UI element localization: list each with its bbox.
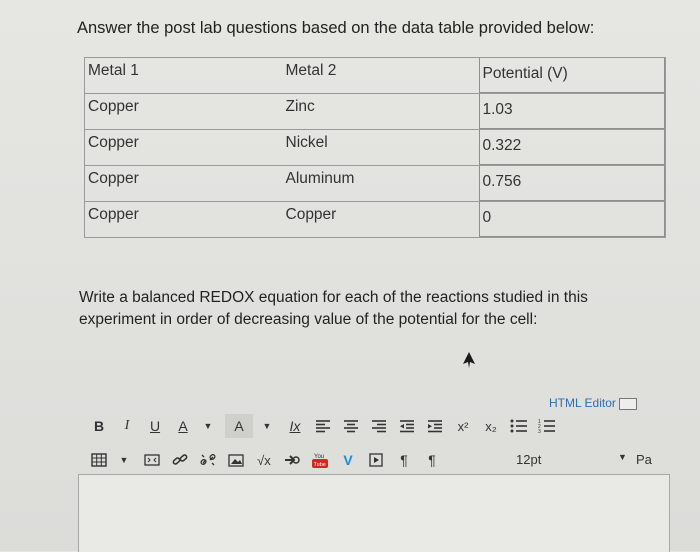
question-text: Write a balanced REDOX equation for each of the reactions studied in this experiment in order of decreasing value of the potential for the cell: xyxy=(79,289,588,328)
mouse-cursor-icon xyxy=(462,352,476,368)
editor-toolbar-row-1 xyxy=(88,414,564,438)
cell-metal1: Copper xyxy=(88,98,139,115)
background-color-dropdown-icon[interactable]: ▼ xyxy=(262,421,272,431)
superscript-button[interactable]: x² xyxy=(457,418,469,434)
svg-text:Tube: Tube xyxy=(313,462,326,468)
media-icon[interactable] xyxy=(365,448,387,472)
insert-content-icon[interactable] xyxy=(281,448,303,472)
editor-toolbar-row-2 xyxy=(88,448,449,472)
instructions-heading: Answer the post lab questions based on the data table provided below: xyxy=(77,19,595,37)
paragraph-ltr-icon[interactable]: ¶ xyxy=(400,452,408,468)
html-editor-link[interactable] xyxy=(549,396,637,410)
cell-potential: 0.322 xyxy=(479,129,666,165)
data-table xyxy=(84,57,666,238)
table-icon[interactable] xyxy=(88,448,110,472)
cell-metal2: Nickel xyxy=(285,134,328,151)
svg-text:2: 2 xyxy=(538,424,541,430)
link-icon[interactable] xyxy=(169,448,191,472)
cell-potential: 0 xyxy=(479,201,666,237)
align-left-icon[interactable] xyxy=(312,414,334,438)
unlink-icon[interactable] xyxy=(197,448,219,472)
indent-icon[interactable] xyxy=(424,414,446,438)
clear-formatting-button[interactable]: Ix xyxy=(289,418,301,434)
cell-metal1: Copper xyxy=(88,170,139,187)
table-header-row xyxy=(85,58,666,94)
table-row xyxy=(85,166,666,202)
vimeo-icon[interactable]: V xyxy=(343,452,353,468)
background-color-button[interactable]: A xyxy=(225,414,253,438)
font-size-select[interactable]: 12pt xyxy=(516,452,542,467)
html-editor-label: HTML Editor xyxy=(549,396,616,410)
align-center-icon[interactable] xyxy=(340,414,362,438)
font-size-dropdown-icon[interactable]: ▼ xyxy=(618,452,627,462)
cell-metal2: Copper xyxy=(285,206,337,223)
svg-text:You: You xyxy=(314,454,325,460)
bold-button[interactable]: B xyxy=(93,418,105,434)
paragraph-rtl-icon[interactable]: ¶ xyxy=(428,452,436,468)
youtube-icon[interactable] xyxy=(309,448,331,472)
cell-metal2: Aluminum xyxy=(285,170,355,187)
svg-text:3: 3 xyxy=(538,429,541,433)
equation-icon[interactable]: √x xyxy=(257,452,271,468)
cell-potential: 0.756 xyxy=(479,165,666,201)
italic-button[interactable]: I xyxy=(124,418,130,433)
underline-button[interactable]: U xyxy=(149,418,161,434)
outdent-icon[interactable] xyxy=(396,414,418,438)
font-color-dropdown-icon[interactable]: ▼ xyxy=(203,421,213,431)
image-icon[interactable] xyxy=(225,448,247,472)
subscript-button[interactable]: x₂ xyxy=(485,418,497,434)
cell-metal1: Copper xyxy=(88,206,139,223)
bulleted-list-icon[interactable] xyxy=(508,414,530,438)
cell-metal2: Zinc xyxy=(285,98,315,115)
paragraph-format-select[interactable]: Pa xyxy=(636,452,652,467)
table-dropdown-icon[interactable]: ▼ xyxy=(119,455,129,465)
embed-media-icon[interactable] xyxy=(141,448,163,472)
cell-potential: 1.03 xyxy=(479,93,666,129)
svg-text:1: 1 xyxy=(538,419,541,425)
cell-metal1: Copper xyxy=(88,134,139,151)
keyboard-icon xyxy=(619,398,637,410)
header-potential: Potential (V) xyxy=(479,57,666,93)
rich-text-editor-area[interactable] xyxy=(78,474,670,552)
table-row xyxy=(85,94,666,130)
align-right-icon[interactable] xyxy=(368,414,390,438)
table-row xyxy=(85,202,666,238)
header-metal1: Metal 1 xyxy=(88,62,139,79)
header-metal2: Metal 2 xyxy=(285,62,337,79)
table-row xyxy=(85,130,666,166)
font-color-button[interactable]: A xyxy=(178,418,188,434)
numbered-list-icon[interactable] xyxy=(536,414,558,438)
